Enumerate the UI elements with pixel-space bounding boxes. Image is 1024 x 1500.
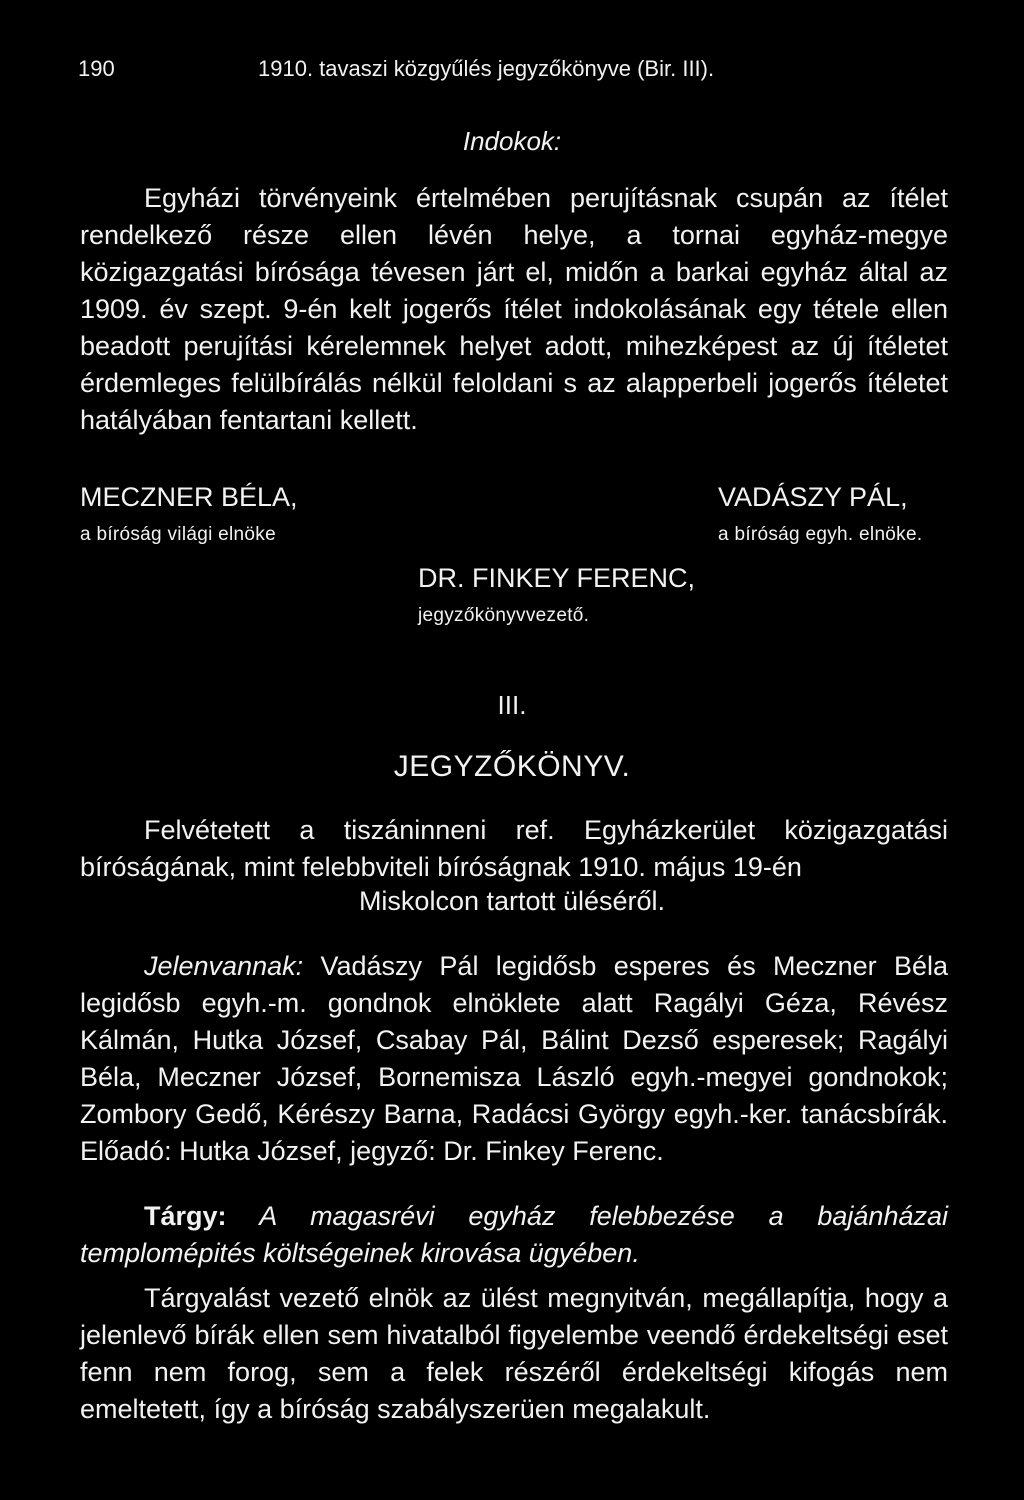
signature-right-name: VADÁSZY PÁL, — [718, 482, 908, 512]
closing-paragraph: Tárgyalást vezető elnök az ülést megnyitván, megállapítja, hogy a jelenlevő bírák ellen sem hivatalból figyelembe veendő érdekeltségi eset fenn nem forog, sem a felek részéről érdekeltségi kifogás nem emeltetett, így a bíróság szabályszerüen megalakult. — [80, 1283, 948, 1424]
signature-left-name: MECZNER BÉLA, — [80, 482, 298, 512]
running-head: 1910. tavaszi közgyűlés jegyzőkönyve (Bir. III). — [258, 56, 715, 81]
present-paragraph — [80, 948, 948, 1170]
section-title: JEGYZŐKÖNYV. — [393, 750, 631, 783]
signature-left-role: a bíróság világi elnöke — [80, 524, 276, 545]
indokok-paragraph: Egyházi törvényeink értelmében perujításnak csupán az ítélet rendelkező része ellen lévén helye, a tornai egyház-megye közigazgatási bírósága tévesen járt el, midőn a barkai egyház által az 1909. év szept. 9-én kelt jogerős ítélet indokolásának egy tétele ellen beadott perujítási kérelemnek helyet adott, mihezképest az új ítéletet érdemleges felülbírálás nélkül feloldani s az alapperbeli jogerős ítéletet hatályában fentartani kellett. — [80, 183, 948, 435]
signature-center-role: jegyzőkönyvvezető. — [418, 605, 590, 626]
indokok-heading: Indokok: — [462, 126, 562, 156]
signature-center-name: DR. FINKEY FERENC, — [418, 563, 696, 593]
signature-right-role: a bíróság egyh. elnöke. — [718, 524, 923, 545]
page-number: 190 — [78, 56, 115, 81]
section-intro: Felvétetett a tiszáninneni ref. Egyházkerület közigazgatási bíróságának, mint felebbviteli bíróságnak 1910. május 19-én — [80, 815, 948, 882]
subject-label: Tárgy: — [144, 1201, 227, 1231]
present-text: Vadászy Pál legidősb esperes és Meczner Béla legidősb egyh.-m. gondnok elnöklete alatt Ragályi Géza, Révész Kálmán, Hutka József, Csabay Pál, Bálint Dezső esperesek; Ragályi Béla, Meczner József, Bornemisza László egyh.-megyei gondnokok; Zombory Gedő, Kérészy Barna, Radácsi György egyh.-ker. tanácsbírák. Előadó: Hutka József, jegyző: Dr. Finkey Ferenc. — [80, 951, 948, 1166]
present-label: Jelenvannak: — [144, 951, 304, 981]
section-number: III. — [497, 690, 527, 720]
section-intro-last-line: Miskolcon tartott üléséről. — [358, 886, 666, 916]
subject-paragraph — [80, 1198, 948, 1272]
subject-text: A magasrévi egyház felebbezése a bajánházai templomépités költségeinek kirovása ügyében. — [80, 1201, 948, 1268]
